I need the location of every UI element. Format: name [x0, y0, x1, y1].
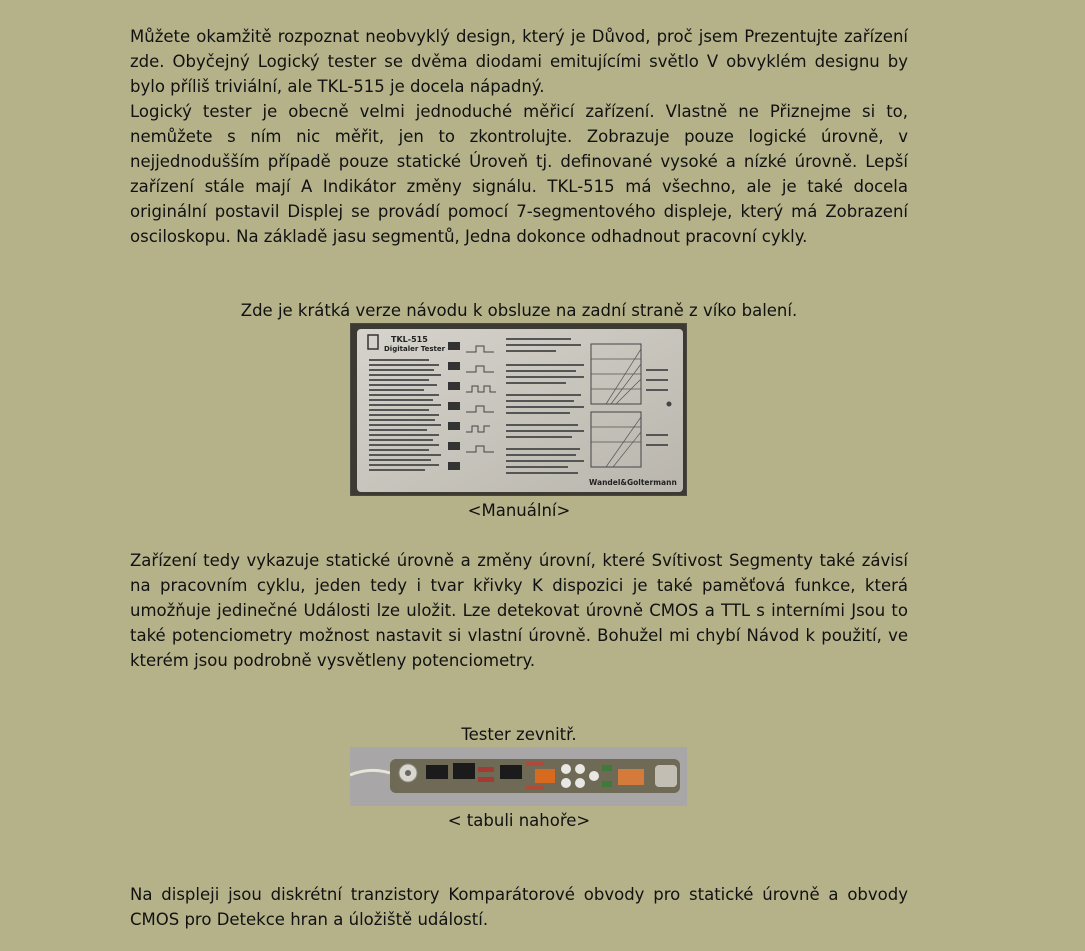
closing-section — [130, 882, 908, 932]
middle-section — [130, 548, 908, 673]
inside-intro-text: Tester zevnitř. — [461, 725, 577, 744]
closing-paragraph: Na displeji jsou diskrétní tranzistory Komparátorové obvody pro statické úrovně a obvody CMOS pro Detekce hran a úložiště událostí. — [130, 885, 908, 929]
inside-photo — [350, 747, 687, 806]
manual-intro-text: Zde je krátká verze návodu k obsluze na zadní straně z víko balení. — [240, 301, 798, 320]
intro-paragraph: Můžete okamžitě rozpoznat neobvyklý design, který je Důvod, proč jsem Prezentujte zařízení zde. Obyčejný Logický tester se dvěma diodami emitujícími světlo V obvyklém designu by bylo příliš triviální, ale TKL-515 je docela nápadný. — [130, 27, 908, 96]
intro-section — [130, 24, 908, 249]
middle-paragraph: Zařízení tedy vykazuje statické úrovně a změny úrovní, které Svítivost Segmenty také závisí na pracovním cyklu, jeden tedy i tvar křivky K dispozici je také paměťová funkce, která umožňuje jedinečné Události lze uložit. Lze detekovat úrovně CMOS a TTL s interními Jsou to také potenciometry možnost nastavit si vlastní úrovně. Bohužel mi chybí Návod k použití, ve kterém jsou podrobně vysvětleny potenciometry. — [130, 551, 908, 670]
manual-brand-text: Wandel&Goltermann — [589, 478, 677, 487]
manual-name-text: Digitaler Tester — [384, 345, 446, 353]
inside-caption: < tabuli nahoře> — [447, 811, 591, 830]
manual-caption: <Manuální> — [467, 501, 571, 520]
intro-paragraph-2: Logický tester je obecně velmi jednoduché měřicí zařízení. Vlastně ne Přiznejme si to, nemůžete s ním nic měřit, jen to zkontrolujte. Zobrazuje pouze logické úrovně, v nejjednodušším případě pouze statické Úroveň tj. definované vysoké a nízké úrovně. Lepší zařízení stále mají A Indikátor změny signálu. TKL-515 má všechno, ale je také docela originální postavil Displej se provádí pomocí 7-segmentového displeje, který má Zobrazení osciloskopu. Na základě jasu segmentů, Jedna dokonce odhadnout pracovní cykly. — [130, 102, 908, 246]
manual-model-text: TKL-515 — [391, 335, 428, 344]
manual-photo — [350, 323, 687, 496]
